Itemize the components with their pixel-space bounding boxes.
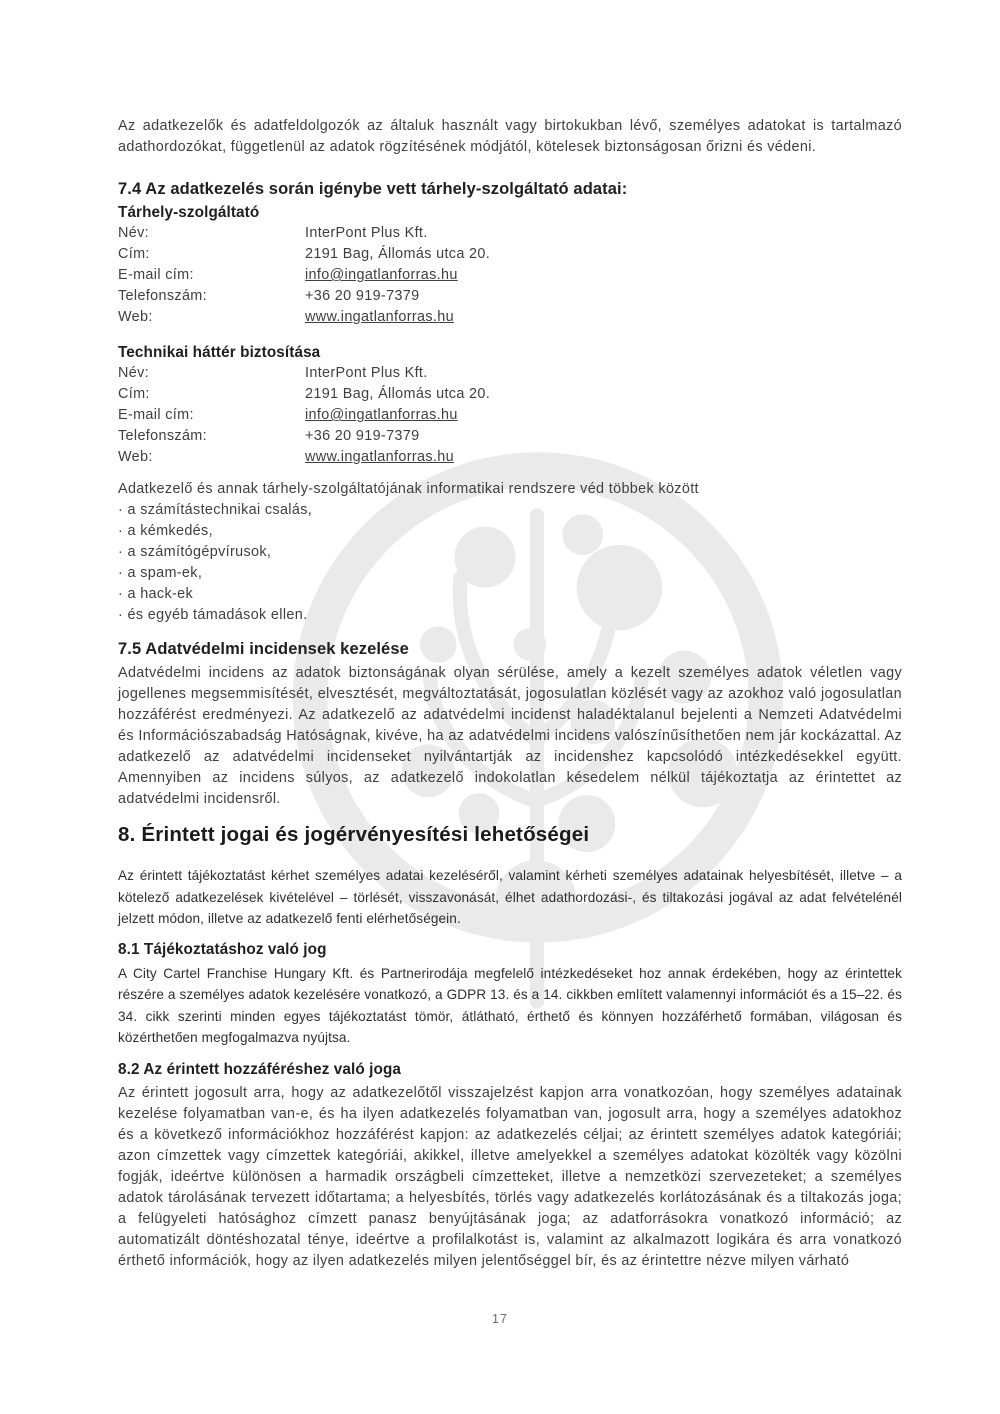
hosting-provider-title: Tárhely-szolgáltató	[118, 204, 260, 221]
email-link[interactable]: info@ingatlanforras.hu	[305, 407, 458, 423]
website-link[interactable]: www.ingatlanforras.hu	[305, 309, 454, 325]
section-8-intro: Az érintett tájékoztatást kérhet személyes adatai kezeléséről, valamint kérheti személyes adatainak helyesbítését, illetve – a kötelező adatkezelések kivételével – törlését, visszavonását, élhet adathordozási-, és tiltakozási jogával az adat felvételénél jelzett módon, illetve az adatkezelő fenti elérhetőségein.	[118, 868, 902, 926]
protection-bullet: · a kémkedés,	[118, 523, 213, 539]
website-link[interactable]: www.ingatlanforras.hu	[305, 449, 454, 465]
contact-label: E-mail cím:	[118, 267, 194, 283]
section-8-2-body: Az érintett jogosult arra, hogy az adatkezelőtől visszajelzést kapjon arra vonatkozóan, hogy személyes adatainak kezelése folyamatban van-e, és ha ilyen adatkezelés folyamatban van, jogosult arra, hogy a személyes adatokhoz és a következő információkhoz hozzáférést kapjon: az adatkezelés céljai; az érintett személyes adatok kategóriái; azon címzettek vagy címzettek kategóriái, akikkel, illetve amelyekkel a személyes adatokat közölték vagy közölni fogják, ideértve különösen a harmadik országbeli címzetteket, illetve a nemzetközi szervezeteket; a személyes adatok tárolásának tervezett időtartama; a helyesbítés, törlés vagy adatkezelés korlátozásának és a tiltakozás joga; a felügyeleti hatósághoz címzett panasz benyújtásának joga; az adatforrásokra vonatkozó információ; az automatizált döntéshozatal ténye, ideértve a profilalkotást is, valamint az alkalmazott logikára és arra vonatkozó érthető információk, hogy az ilyen adatkezelés milyen jelentőséggel bír, és az érintettre nézve milyen várható	[118, 1084, 902, 1269]
contact-value: InterPont Plus Kft.	[305, 225, 428, 241]
contact-row	[118, 223, 902, 244]
contact-row	[118, 307, 902, 328]
contact-row	[118, 244, 902, 265]
section-7-5-body: Adatvédelmi incidens az adatok biztonságának olyan sérülése, amely a kezelt személyes adatok véletlen vagy jogellenes megsemmisítését, elvesztését, megváltoztatását, jogosulatlan közlését vagy az azokhoz való jogosulatlan hozzáférést eredményezi. Az adatkezelő az adatvédelmi incidenst haladéktalanul bejelenti a Nemzeti Adatvédelmi és Információszabadság Hatóságnak, kivéve, ha az adatvédelmi incidens valószínűsíthetően nem jár kockázattal. Az adatkezelő az adatvédelmi incidenseket nyilvántartják az incidenshez kapcsolódó intézkedésekkel együtt. Amennyiben az incidens súlyos, az adatkezelő indokolatlan késedelem nélkül tájékoztatja az érintettet az adatvédelmi incidensről.	[118, 665, 902, 807]
contact-label: Név:	[118, 365, 149, 381]
page-content	[118, 116, 902, 1272]
section-7-4-heading: 7.4 Az adatkezelés során igénybe vett tárhely-szolgáltató adatai:	[118, 180, 628, 198]
section-7-5-heading: 7.5 Adatvédelmi incidensek kezelése	[118, 640, 409, 658]
contact-label: Cím:	[118, 246, 150, 262]
contact-value: InterPont Plus Kft.	[305, 365, 428, 381]
protection-intro: Adatkezelő és annak tárhely-szolgáltatójának informatikai rendszere véd többek között	[118, 481, 699, 497]
phone-value: +36 20 919-7379	[305, 428, 420, 444]
protection-bullet: · a hack-ek	[118, 586, 194, 602]
contact-row	[118, 384, 902, 405]
contact-label: Név:	[118, 225, 149, 241]
phone-value: +36 20 919-7379	[305, 288, 420, 304]
contact-value: 2191 Bag, Állomás utca 20.	[305, 246, 491, 262]
contact-value: 2191 Bag, Állomás utca 20.	[305, 386, 491, 402]
contact-row	[118, 405, 902, 426]
protection-bullet: · a számítógépvírusok,	[118, 544, 272, 560]
contact-label: Web:	[118, 449, 153, 465]
contact-row	[118, 265, 902, 286]
contact-row	[118, 426, 902, 447]
intro-paragraph: Az adatkezelők és adatfeldolgozók az általuk használt vagy birtokukban lévő, személyes adatokat is tartalmazó adathordozókat, függetlenül az adatok rögzítésének módjától, kötelesek biztonságosan őrizni és védeni.	[118, 118, 902, 155]
protection-bullet: · és egyéb támadások ellen.	[118, 607, 308, 623]
contact-label: Cím:	[118, 386, 150, 402]
contact-label: Telefonszám:	[118, 288, 207, 304]
page-number: 17	[492, 1312, 508, 1326]
contact-label: Web:	[118, 309, 153, 325]
contact-row	[118, 363, 902, 384]
section-8-1-heading: 8.1 Tájékoztatáshoz való jog	[118, 940, 327, 958]
section-8-2-heading: 8.2 Az érintett hozzáféréshez való joga	[118, 1060, 402, 1078]
contact-row	[118, 286, 902, 307]
protection-bullet: · a számítástechnikai csalás,	[118, 502, 313, 518]
email-link[interactable]: info@ingatlanforras.hu	[305, 267, 458, 283]
contact-label: E-mail cím:	[118, 407, 194, 423]
contact-row	[118, 447, 902, 468]
protection-bullet: · a spam-ek,	[118, 565, 203, 581]
contact-label: Telefonszám:	[118, 428, 207, 444]
section-8-heading: 8. Érintett jogai és jogérvényesítési lehetőségei	[118, 823, 590, 846]
section-8-1-body: A City Cartel Franchise Hungary Kft. és Partnerirodája megfelelő intézkedéseket hoz annak érdekében, hogy az érintettek részére a személyes adatok kezelésére vonatkozó, a GDPR 13. és a 14. cikkben említett valamennyi információt és a 15–22. és 34. cikk szerinti minden egyes tájékoztatást tömör, átlátható, érthető és könnyen hozzáférhető formában, világosan és közérthetően megfogalmazva nyújtsa.	[118, 965, 902, 1045]
technical-background-title: Technikai háttér biztosítása	[118, 344, 321, 361]
